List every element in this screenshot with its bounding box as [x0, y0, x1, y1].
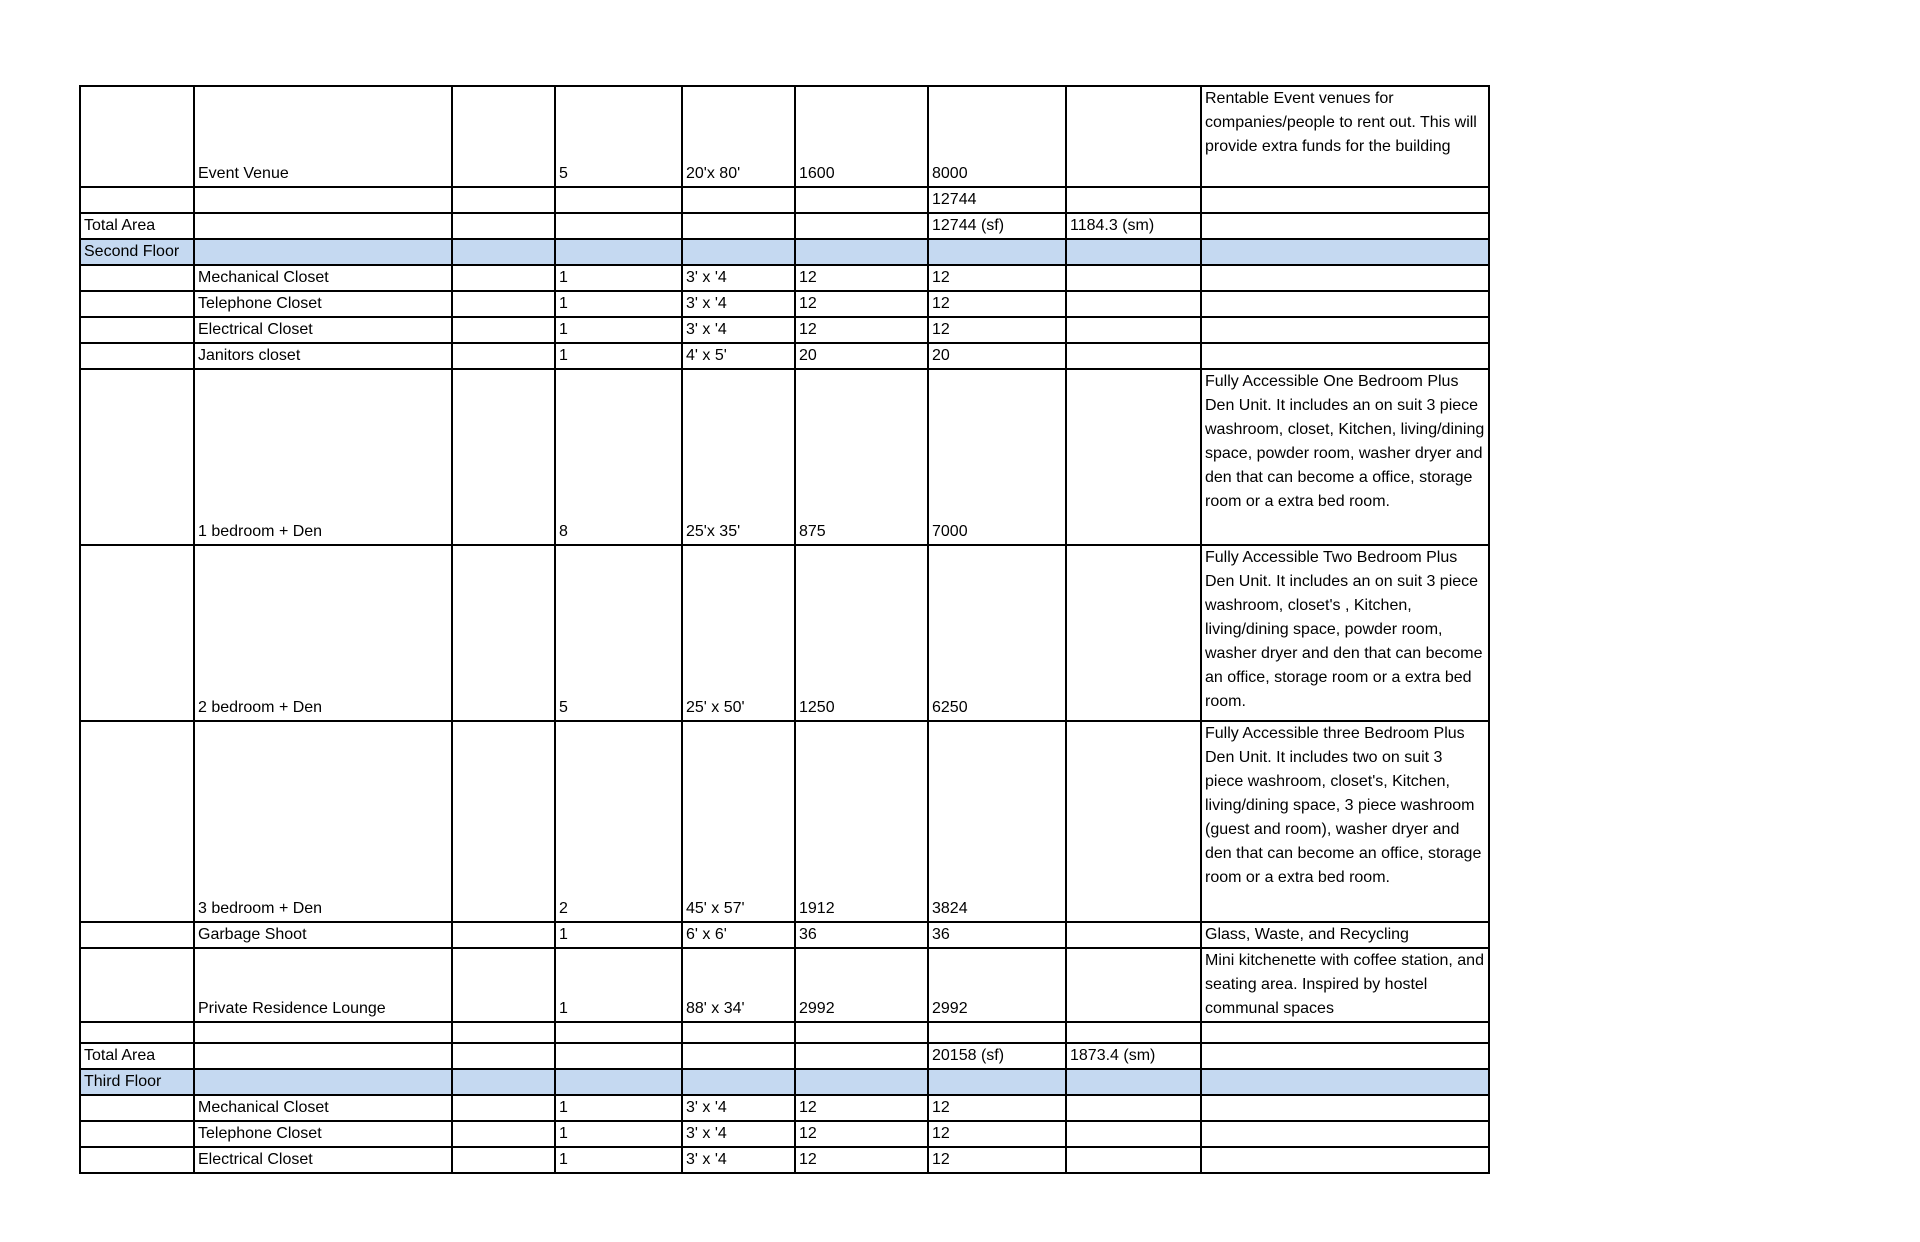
blank-cell: [452, 265, 555, 291]
table-row: [80, 545, 1489, 721]
square-metres-cell: [1066, 239, 1201, 265]
blank-cell: [452, 721, 555, 922]
blank-cell: [452, 213, 555, 239]
dimensions-cell: 3' x '4: [682, 291, 795, 317]
dimensions-cell: 3' x '4: [682, 1121, 795, 1147]
dimensions-cell: [682, 213, 795, 239]
table-row: [80, 369, 1489, 545]
quantity-cell: 1: [555, 291, 682, 317]
quantity-cell: 1: [555, 1121, 682, 1147]
space-name-cell: Private Residence Lounge: [194, 948, 452, 1022]
floor-label-cell: [80, 948, 194, 1022]
table-row: [80, 291, 1489, 317]
square-metres-cell: [1066, 1069, 1201, 1095]
floor-label-cell: [80, 1147, 194, 1173]
floor-label-cell: [80, 1022, 194, 1043]
total-area-cell: 12744 (sf): [928, 213, 1066, 239]
unit-area-cell: 12: [795, 291, 928, 317]
quantity-cell: [555, 1043, 682, 1069]
dimensions-cell: 3' x '4: [682, 317, 795, 343]
quantity-cell: 5: [555, 86, 682, 187]
dimensions-cell: 20'x 80': [682, 86, 795, 187]
space-name-cell: 3 bedroom + Den: [194, 721, 452, 922]
dimensions-cell: 4' x 5': [682, 343, 795, 369]
table-row: [80, 317, 1489, 343]
unit-area-cell: 12: [795, 317, 928, 343]
dimensions-cell: 45' x 57': [682, 721, 795, 922]
quantity-cell: 1: [555, 317, 682, 343]
notes-cell: [1201, 265, 1489, 291]
floor-label-cell: [80, 343, 194, 369]
space-program-table: [79, 85, 1490, 1174]
quantity-cell: [555, 1069, 682, 1095]
blank-cell: [452, 343, 555, 369]
blank-cell: [452, 948, 555, 1022]
unit-area-cell: 12: [795, 1147, 928, 1173]
total-area-cell: 2992: [928, 948, 1066, 1022]
floor-label-cell: [80, 1095, 194, 1121]
space-name-cell: [194, 213, 452, 239]
dimensions-cell: 3' x '4: [682, 265, 795, 291]
notes-cell: [1201, 1022, 1489, 1043]
blank-cell: [452, 1121, 555, 1147]
square-metres-cell: [1066, 265, 1201, 291]
table-row: [80, 86, 1489, 187]
table-row: [80, 1147, 1489, 1173]
dimensions-cell: 3' x '4: [682, 1095, 795, 1121]
total-area-cell: 12: [928, 317, 1066, 343]
table-row: [80, 721, 1489, 922]
blank-cell: [452, 1147, 555, 1173]
notes-cell: Fully Accessible three Bedroom Plus Den Unit. It includes two on suit 3 piece washroom, closet's, Kitchen, living/dining space, 3 piece washroom (guest and room), washer dryer and den that can become an office, storage room or a extra bed room.: [1201, 721, 1489, 922]
blank-cell: [452, 1043, 555, 1069]
quantity-cell: 1: [555, 265, 682, 291]
total-area-cell: 12744: [928, 187, 1066, 213]
floor-label-cell: [80, 369, 194, 545]
unit-area-cell: [795, 1022, 928, 1043]
section-title: Second Floor: [80, 239, 194, 265]
table-row: [80, 187, 1489, 213]
space-name-cell: Mechanical Closet: [194, 265, 452, 291]
dimensions-cell: [682, 1022, 795, 1043]
section-title: Third Floor: [80, 1069, 194, 1095]
blank-cell: [452, 1022, 555, 1043]
floor-label-cell: [80, 545, 194, 721]
unit-area-cell: [795, 1069, 928, 1095]
unit-area-cell: [795, 239, 928, 265]
dimensions-cell: 25' x 50': [682, 545, 795, 721]
notes-cell: Rentable Event venues for companies/people to rent out. This will provide extra funds for the building: [1201, 86, 1489, 187]
floor-label-cell: [80, 1121, 194, 1147]
floor-label-cell: [80, 291, 194, 317]
total-area-cell: 12: [928, 291, 1066, 317]
blank-cell: [452, 545, 555, 721]
space-name-cell: 2 bedroom + Den: [194, 545, 452, 721]
section-header-row: [80, 1069, 1489, 1095]
floor-label-cell: [80, 86, 194, 187]
unit-area-cell: 2992: [795, 948, 928, 1022]
dimensions-cell: 88' x 34': [682, 948, 795, 1022]
blank-cell: [452, 1069, 555, 1095]
table-row: [80, 343, 1489, 369]
blank-cell: [452, 922, 555, 948]
table-row: [80, 265, 1489, 291]
notes-cell: [1201, 1043, 1489, 1069]
space-name-cell: [194, 1022, 452, 1043]
square-metres-cell: [1066, 721, 1201, 922]
dimensions-cell: [682, 1069, 795, 1095]
square-metres-cell: [1066, 291, 1201, 317]
dimensions-cell: [682, 1043, 795, 1069]
table-row: [80, 1121, 1489, 1147]
floor-label-cell: [80, 187, 194, 213]
space-name-cell: Telephone Closet: [194, 291, 452, 317]
floor-label-cell: [80, 922, 194, 948]
square-metres-cell: [1066, 86, 1201, 187]
square-metres-cell: [1066, 187, 1201, 213]
square-metres-cell: [1066, 1147, 1201, 1173]
space-name-cell: Janitors closet: [194, 343, 452, 369]
space-name-cell: [194, 1043, 452, 1069]
unit-area-cell: 20: [795, 343, 928, 369]
unit-area-cell: [795, 187, 928, 213]
notes-cell: Fully Accessible Two Bedroom Plus Den Unit. It includes an on suit 3 piece washroom, closet's , Kitchen, living/dining space, powder room, washer dryer and den that can become an office, storage room or a extra bed room.: [1201, 545, 1489, 721]
table-row: [80, 213, 1489, 239]
floor-label-cell: [80, 317, 194, 343]
space-name-cell: Event Venue: [194, 86, 452, 187]
square-metres-cell: [1066, 369, 1201, 545]
dimensions-cell: [682, 239, 795, 265]
floor-label-cell: [80, 721, 194, 922]
notes-cell: [1201, 1121, 1489, 1147]
blank-cell: [452, 369, 555, 545]
notes-cell: [1201, 239, 1489, 265]
table-row: [80, 1095, 1489, 1121]
notes-cell: [1201, 187, 1489, 213]
blank-cell: [452, 239, 555, 265]
quantity-cell: 8: [555, 369, 682, 545]
square-metres-cell: [1066, 948, 1201, 1022]
notes-cell: Glass, Waste, and Recycling: [1201, 922, 1489, 948]
total-area-cell: 36: [928, 922, 1066, 948]
unit-area-cell: 1250: [795, 545, 928, 721]
unit-area-cell: 36: [795, 922, 928, 948]
total-area-cell: 6250: [928, 545, 1066, 721]
square-metres-cell: [1066, 545, 1201, 721]
table-row: [80, 922, 1489, 948]
total-area-cell: 7000: [928, 369, 1066, 545]
blank-cell: [452, 86, 555, 187]
blank-cell: [452, 1095, 555, 1121]
quantity-cell: [555, 187, 682, 213]
space-name-cell: [194, 187, 452, 213]
floor-label-cell: Total Area: [80, 213, 194, 239]
unit-area-cell: 875: [795, 369, 928, 545]
total-area-cell: 12: [928, 1121, 1066, 1147]
space-name-cell: 1 bedroom + Den: [194, 369, 452, 545]
unit-area-cell: 1600: [795, 86, 928, 187]
unit-area-cell: [795, 213, 928, 239]
quantity-cell: 1: [555, 922, 682, 948]
quantity-cell: 5: [555, 545, 682, 721]
quantity-cell: 1: [555, 1147, 682, 1173]
total-area-cell: [928, 1022, 1066, 1043]
quantity-cell: [555, 1022, 682, 1043]
blank-cell: [452, 187, 555, 213]
blank-cell: [452, 291, 555, 317]
table-row: [80, 1043, 1489, 1069]
notes-cell: Fully Accessible One Bedroom Plus Den Unit. It includes an on suit 3 piece washroom, closet, Kitchen, living/dining space, powder room, washer dryer and den that can become a office, storage room or a extra bed room.: [1201, 369, 1489, 545]
unit-area-cell: 12: [795, 1095, 928, 1121]
section-header-row: [80, 239, 1489, 265]
notes-cell: [1201, 291, 1489, 317]
notes-cell: [1201, 1147, 1489, 1173]
unit-area-cell: [795, 1043, 928, 1069]
floor-label-cell: Total Area: [80, 1043, 194, 1069]
total-area-cell: 12: [928, 1095, 1066, 1121]
total-area-cell: 12: [928, 265, 1066, 291]
dimensions-cell: 25'x 35': [682, 369, 795, 545]
notes-cell: [1201, 317, 1489, 343]
square-metres-cell: [1066, 1121, 1201, 1147]
notes-cell: Mini kitchenette with coffee station, and seating area. Inspired by hostel communal spaces: [1201, 948, 1489, 1022]
total-area-cell: 20158 (sf): [928, 1043, 1066, 1069]
square-metres-cell: [1066, 922, 1201, 948]
quantity-cell: [555, 213, 682, 239]
total-area-cell: 20: [928, 343, 1066, 369]
total-area-cell: 3824: [928, 721, 1066, 922]
square-metres-cell: 1873.4 (sm): [1066, 1043, 1201, 1069]
quantity-cell: 1: [555, 1095, 682, 1121]
total-area-cell: 12: [928, 1147, 1066, 1173]
square-metres-cell: 1184.3 (sm): [1066, 213, 1201, 239]
space-name-cell: Mechanical Closet: [194, 1095, 452, 1121]
dimensions-cell: [682, 187, 795, 213]
space-name-cell: Electrical Closet: [194, 317, 452, 343]
table-row: [80, 1022, 1489, 1043]
blank-cell: [452, 317, 555, 343]
square-metres-cell: [1066, 1022, 1201, 1043]
unit-area-cell: 12: [795, 1121, 928, 1147]
floor-label-cell: [80, 265, 194, 291]
notes-cell: [1201, 1095, 1489, 1121]
square-metres-cell: [1066, 343, 1201, 369]
total-area-cell: [928, 239, 1066, 265]
notes-cell: [1201, 343, 1489, 369]
space-name-cell: Electrical Closet: [194, 1147, 452, 1173]
square-metres-cell: [1066, 317, 1201, 343]
quantity-cell: [555, 239, 682, 265]
quantity-cell: 1: [555, 343, 682, 369]
space-name-cell: [194, 239, 452, 265]
dimensions-cell: 6' x 6': [682, 922, 795, 948]
unit-area-cell: 12: [795, 265, 928, 291]
total-area-cell: 8000: [928, 86, 1066, 187]
quantity-cell: 2: [555, 721, 682, 922]
space-name-cell: Telephone Closet: [194, 1121, 452, 1147]
quantity-cell: 1: [555, 948, 682, 1022]
notes-cell: [1201, 213, 1489, 239]
space-name-cell: [194, 1069, 452, 1095]
table-row: [80, 948, 1489, 1022]
notes-cell: [1201, 1069, 1489, 1095]
unit-area-cell: 1912: [795, 721, 928, 922]
total-area-cell: [928, 1069, 1066, 1095]
space-name-cell: Garbage Shoot: [194, 922, 452, 948]
dimensions-cell: 3' x '4: [682, 1147, 795, 1173]
square-metres-cell: [1066, 1095, 1201, 1121]
